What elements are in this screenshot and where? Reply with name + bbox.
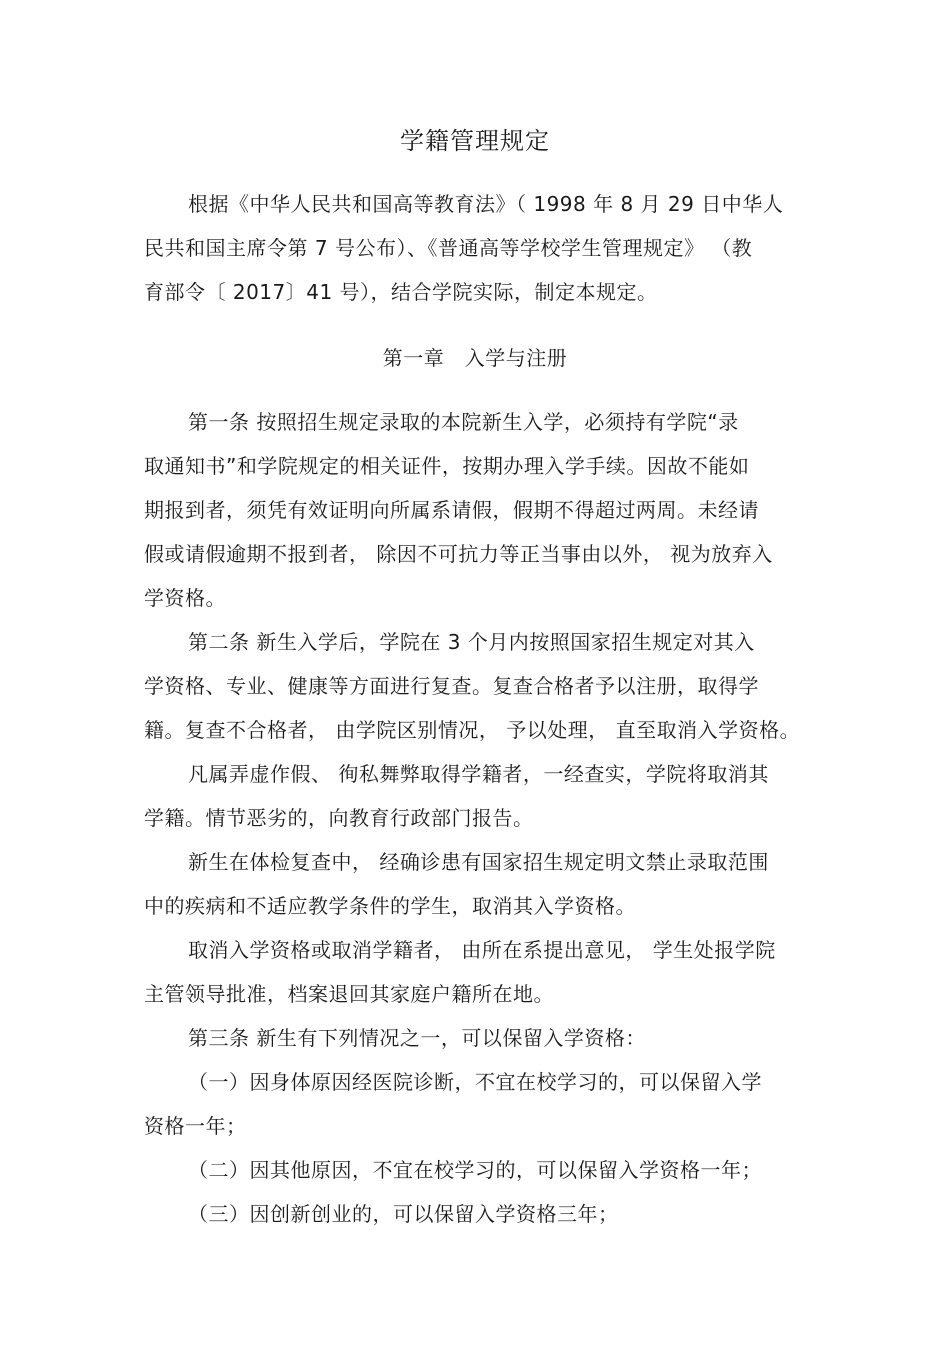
body-line: 第三条 新生有下列情况之一，可以保留入学资格： — [188, 1026, 646, 1050]
preamble-line-1: 根据《中华人民共和国高等教育法》（ 1998 年 8 月 29 日中华人 — [188, 192, 784, 216]
body-line: （二）因其他原因，不宜在校学习的，可以保留入学资格一年； — [188, 1158, 762, 1182]
body-line: （三）因创新创业的，可以保留入学资格三年； — [188, 1202, 619, 1226]
body-line: 中的疾病和不适应教学条件的学生，取消其入学资格。 — [144, 894, 636, 918]
body-line: 取通知书”和学院规定的相关证件，按期办理入学手续。因故不能如 — [144, 454, 750, 478]
preamble-line-3: 育部令〔 2017〕41 号），结合学院实际，制定本规定。 — [144, 280, 658, 304]
body-line: 学资格、专业、健康等方面进行复查。复查合格者予以注册，取得学 — [144, 674, 759, 698]
document-title: 学籍管理规定 — [400, 127, 550, 155]
body-line: 假或请假逾期不报到者， 除因不可抗力等正当事由以外， 视为放弃入 — [144, 542, 773, 566]
body-line: 籍。复查不合格者， 由学院区别情况， 予以处理， 直至取消入学资格。 — [144, 718, 801, 742]
body-line: 学籍。情节恶劣的，向教育行政部门报告。 — [144, 806, 534, 830]
body-line: （一）因身体原因经医院诊断，不宜在校学习的，可以保留入学 — [188, 1070, 762, 1094]
preamble-line-2: 民共和国主席令第 7 号公布）、《普通高等学校学生管理规定》 （教 — [144, 236, 753, 260]
body-line: 第二条 新生入学后，学院在 3 个月内按照国家招生规定对其入 — [188, 630, 755, 654]
body-line: 第一条 按照招生规定录取的本院新生入学，必须持有学院“录 — [188, 410, 739, 434]
body-line: 资格一年； — [144, 1114, 247, 1138]
body-line: 主管领导批准，档案退回其家庭户籍所在地。 — [144, 982, 554, 1006]
body-line: 学资格。 — [144, 586, 226, 610]
body-line: 取消入学资格或取消学籍者， 由所在系提出意见， 学生处报学院 — [188, 938, 776, 962]
body-line: 新生在体检复查中， 经确诊患有国家招生规定明文禁止录取范围 — [188, 850, 769, 874]
body-line: 期报到者，须凭有效证明向所属系请假，假期不得超过两周。未经请 — [144, 498, 759, 522]
body-line: 凡属弄虚作假、 徇私舞弊取得学籍者，一经查实，学院将取消其 — [188, 762, 769, 786]
chapter-heading: 第一章 入学与注册 — [382, 346, 568, 370]
